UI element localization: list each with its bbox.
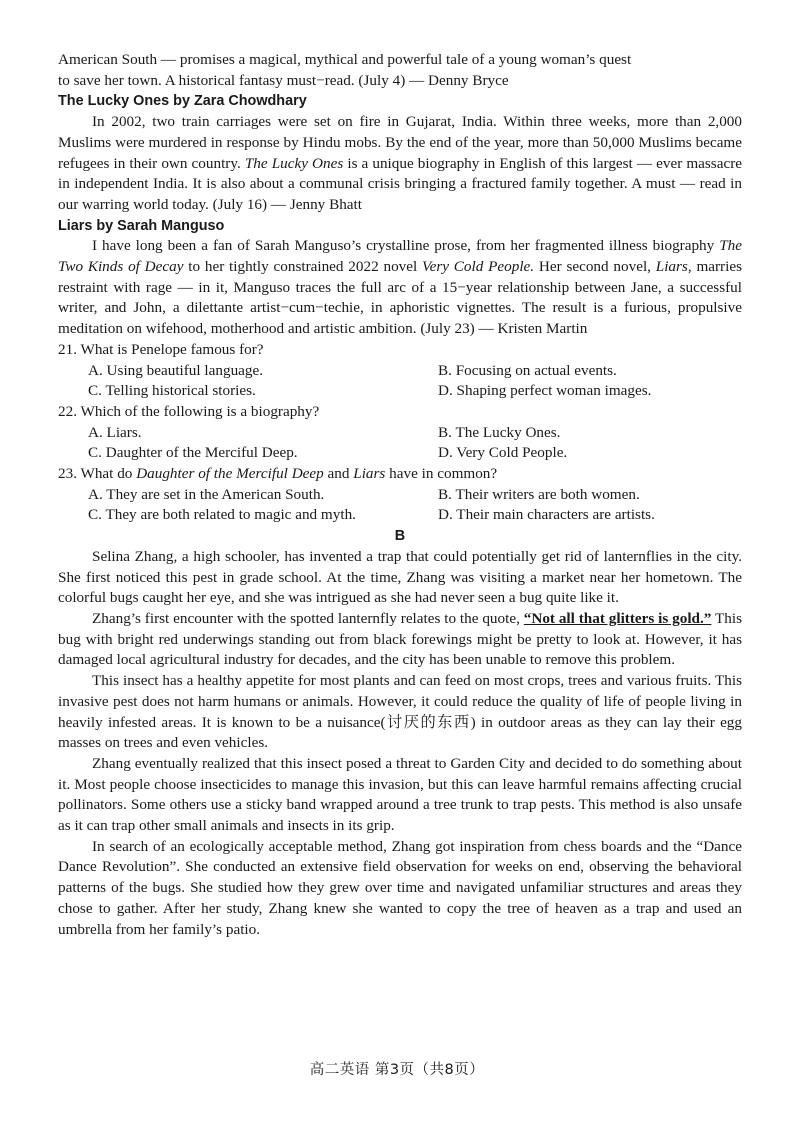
intro-paragraph: American South — promises a magical, mythical and powerful tale of a young woman’s quest to save her town. A historical fantasy must−read. (July 4) — Denny Bryce (58, 51, 632, 89)
option-d[interactable]: D. Shaping perfect woman images. (438, 382, 652, 400)
option-b[interactable]: B. Focusing on actual events. (438, 361, 617, 379)
question-22 (58, 402, 742, 464)
option-a[interactable]: A. Using beautiful language. (88, 361, 264, 379)
option-grid (58, 361, 742, 402)
option-d[interactable]: D. Very Cold People. (438, 444, 568, 462)
section-label: B (394, 528, 406, 545)
passage-b-paragraph-3: This insect has a healthy appetite for most plants and can feed on most crops, trees and various fruits. This invasive pest does not harm humans or animals. However, it could reduce the quality of life of people living in heavily infested areas. It is known to be a nuisance(讨厌的东西) in outdoor areas as they can lay their egg masses on trees and even vehicles. (58, 672, 742, 752)
passage-b-paragraph-2: Zhang’s first encounter with the spotted lanternfly relates to the quote, “Not all that glitters is gold.” This bug with bright red underwings standing out from black forewings might be pretty to look at. However, it has damaged local agricultural industry for decades, and the city has been unable to remove this problem. (58, 609, 742, 669)
highlighted-quote: “Not all that glitters is gold.” (523, 609, 712, 627)
exam-page (58, 50, 742, 940)
option-c[interactable]: C. They are both related to magic and myth. (88, 506, 356, 524)
option-c[interactable]: C. Daughter of the Merciful Deep. (88, 444, 298, 462)
passage-b-paragraph-1: Selina Zhang, a high schooler, has invented a trap that could potentially get rid of lanternflies in the city. She first noticed this pest in grade school. At the time, Zhang was visiting a market near her hometown. The colorful bugs caught her eye, and she was intrigued as she had never seen a bug quite like it. (58, 547, 742, 607)
question-21 (58, 340, 742, 402)
page-footer: 高二英语 第3页（共8页） (309, 1062, 485, 1078)
option-grid (58, 485, 742, 526)
passage-b-paragraph-5: In search of an ecologically acceptable method, Zhang got inspiration from chess boards and the “Dance Dance Revolution”. She conducted an extensive field observation for weeks on end, observing the behavioral patterns of the bugs. She studied how they grew over time and navigated unfamiliar structures and areas they chose to gather. After her study, Zhang knew she wanted to copy the tree of heaven as a trap and used an umbrella from her family’s patio. (58, 837, 742, 938)
question-stem: 23. What do Daughter of the Merciful Deep and Liars have in common? (58, 465, 498, 483)
question-23 (58, 464, 742, 526)
option-b[interactable]: B. Their writers are both women. (438, 485, 640, 503)
question-stem: 22. Which of the following is a biography? (58, 402, 320, 420)
book-title-lucky-ones: The Lucky Ones by Zara Chowdhary (58, 93, 307, 110)
option-b[interactable]: B. The Lucky Ones. (438, 423, 561, 441)
lucky-ones-paragraph: In 2002, two train carriages were set on fire in Gujarat, India. Within three weeks, more than 2,000 Muslims were murdered in response by Hindu mobs. By the end of the year, more than 50,000 Muslims became refugees in their own country. The Lucky Ones is a unique biography in English of this largest — ever massacre in independent India. It is also about a communal crisis bringing a fractured family together. A must — read in our warring world today. (July 16) — Jenny Bhatt (58, 113, 742, 213)
question-stem: 21. What is Penelope famous for? (58, 340, 264, 358)
liars-paragraph: I have long been a fan of Sarah Manguso’s crystalline prose, from her fragmented illness biography The Two Kinds of Decay to her tightly constrained 2022 novel Very Cold People. Her second novel, Liars, marries restraint with rage — in it, Manguso traces the full arc of a 15−year relationship between Jane, a successful writer, and John, a dilettante artist−cum−techie, in aphoristic vignettes. The result is a furious, propulsive meditation on wifehood, motherhood and artistic ambition. (July 23) — Kristen Martin (58, 237, 742, 338)
option-a[interactable]: A. Liars. (88, 423, 142, 441)
option-grid (58, 423, 742, 464)
option-d[interactable]: D. Their main characters are artists. (438, 506, 655, 524)
option-a[interactable]: A. They are set in the American South. (88, 485, 325, 503)
book-title-liars: Liars by Sarah Manguso (58, 217, 225, 234)
passage-b-paragraph-4: Zhang eventually realized that this insect posed a threat to Garden City and decided to do something about it. Most people choose insecticides to manage this invasion, but this can leave harmful remains affecting crucial pollinators. Some others use a sticky band wrapped around a tree trunk to trap pests. This method is also unsafe as it can trap other small animals and insects in its grip. (58, 754, 742, 835)
option-c[interactable]: C. Telling historical stories. (88, 382, 256, 400)
